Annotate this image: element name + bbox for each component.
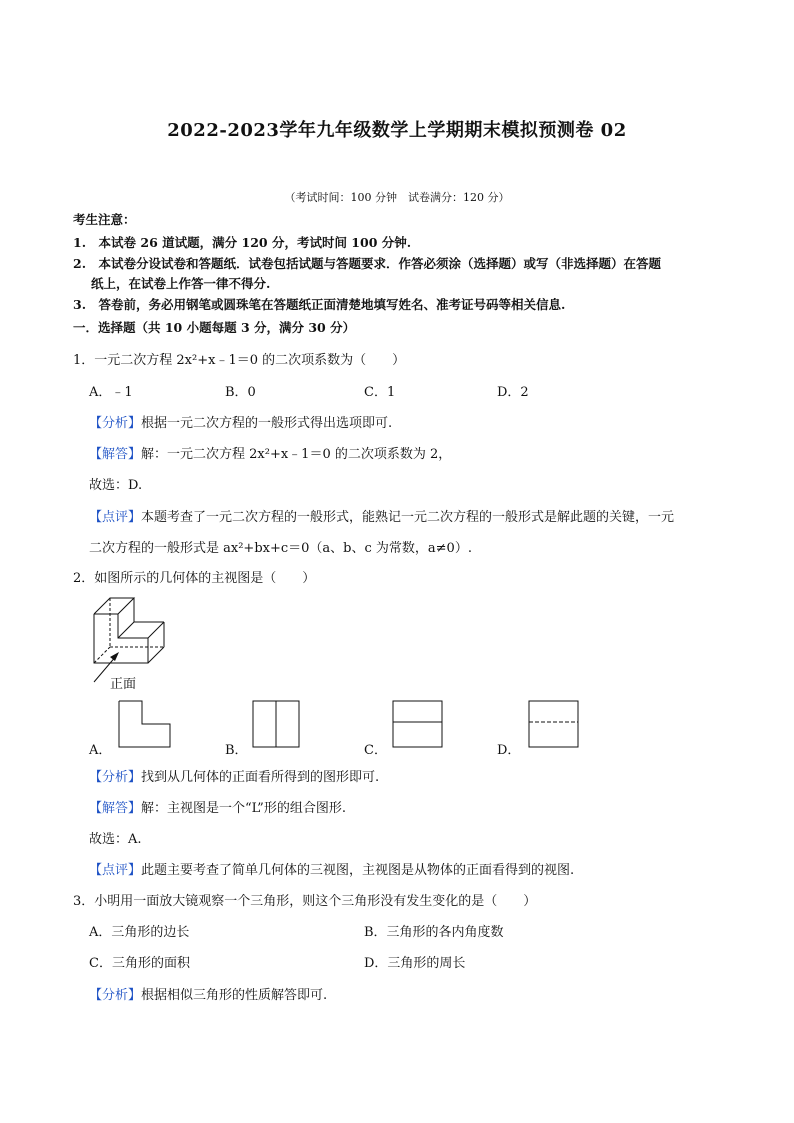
q1-comment-text: 本题考查了一元二次方程的一般形式，能熟记一元二次方程的一般形式是解此题的关键，一元 [141, 510, 675, 525]
notice-item-1: 1. 本试卷 26 道试题，满分 120 分，考试时间 100 分钟. [73, 235, 412, 250]
q2-option-d-figure [528, 700, 579, 748]
q1-comment-line-1 [89, 506, 674, 525]
q2-option-d: D． [497, 743, 521, 758]
page-title: 2022-2023学年九年级数学上学期期末模拟预测卷 02 [167, 120, 627, 141]
notice-item-2-line-2: 纸上，在试卷上作答一律不得分. [91, 276, 271, 291]
q3-analysis [89, 984, 327, 1003]
q2-analysis-text: 找到从几何体的正面看所得到的图形即可. [141, 770, 380, 785]
q1-stem: 1．一元二次方程 2x²+x﹣1＝0 的二次项系数为（ ） [73, 353, 406, 368]
q1-option-b: B．0 [225, 385, 256, 400]
answer-tag: 【解答】 [89, 801, 142, 816]
analysis-tag: 【分析】 [89, 770, 142, 785]
comment-tag: 【点评】 [89, 863, 142, 878]
q1-option-c: C．1 [364, 385, 396, 400]
q1-answer-text: 解：一元二次方程 2x²+x﹣1＝0 的二次项系数为 2， [141, 447, 452, 462]
analysis-tag: 【分析】 [89, 416, 142, 431]
q2-option-a-figure [118, 700, 172, 748]
answer-tag: 【解答】 [89, 447, 142, 462]
q3-analysis-text: 根据相似三角形的性质解答即可. [141, 988, 328, 1003]
q2-option-c-figure [392, 700, 443, 748]
notice-item-2-line-1: 2. 本试卷分设试卷和答题纸．试卷包括试题与答题要求．作答必须涂（选择题）或写（非选择题）在答题 [73, 256, 662, 271]
q3-option-b: B．三角形的各内角度数 [364, 925, 504, 940]
q1-option-d: D．2 [497, 385, 529, 400]
q2-option-c: C． [364, 743, 387, 758]
comment-tag: 【点评】 [89, 510, 142, 525]
q2-stem: 2．如图所示的几何体的主视图是（ ） [73, 571, 316, 586]
notice-item-3: 3. 答卷前，务必用钢笔或圆珠笔在答题纸正面清楚地填写姓名、准考证号码等相关信息. [73, 297, 566, 312]
q2-option-b-figure [252, 700, 300, 748]
q2-option-a: A． [89, 743, 112, 758]
q1-comment-line-2: 二次方程的一般形式是 ax²+bx+c＝0（a、b、c 为常数，a≠0）. [89, 541, 472, 556]
q1-choice: 故选：D. [89, 478, 143, 493]
front-label: 正面 [110, 677, 137, 692]
q3-stem: 3．小明用一面放大镜观察一个三角形，则这个三角形没有发生变化的是（ ） [73, 894, 537, 909]
q2-answer [89, 797, 346, 816]
q2-option-b: B． [225, 743, 248, 758]
q3-option-c: C．三角形的面积 [89, 956, 190, 971]
q3-option-d: D．三角形的周长 [364, 956, 466, 971]
analysis-tag: 【分析】 [89, 988, 142, 1003]
q1-option-a: A．﹣1 [89, 385, 133, 400]
q1-analysis-text: 根据一元二次方程的一般形式得出选项即可. [141, 416, 393, 431]
q2-answer-text: 解：主视图是一个“L”形的组合图形. [141, 801, 346, 816]
q2-analysis [89, 766, 379, 785]
q2-comment-text: 此题主要考查了简单几何体的三视图，主视图是从物体的正面看得到的视图. [141, 863, 575, 878]
q2-choice: 故选：A. [89, 832, 142, 847]
q1-answer [89, 443, 451, 462]
q2-comment [89, 859, 574, 878]
q1-analysis [89, 412, 392, 431]
exam-info: （考试时间：100 分钟 试卷满分：120 分） [284, 191, 510, 204]
section-heading: 一．选择题（共 10 小题每题 3 分，满分 30 分） [73, 320, 356, 335]
q3-option-a: A．三角形的边长 [89, 925, 190, 940]
notice-heading: 考生注意： [73, 212, 136, 227]
